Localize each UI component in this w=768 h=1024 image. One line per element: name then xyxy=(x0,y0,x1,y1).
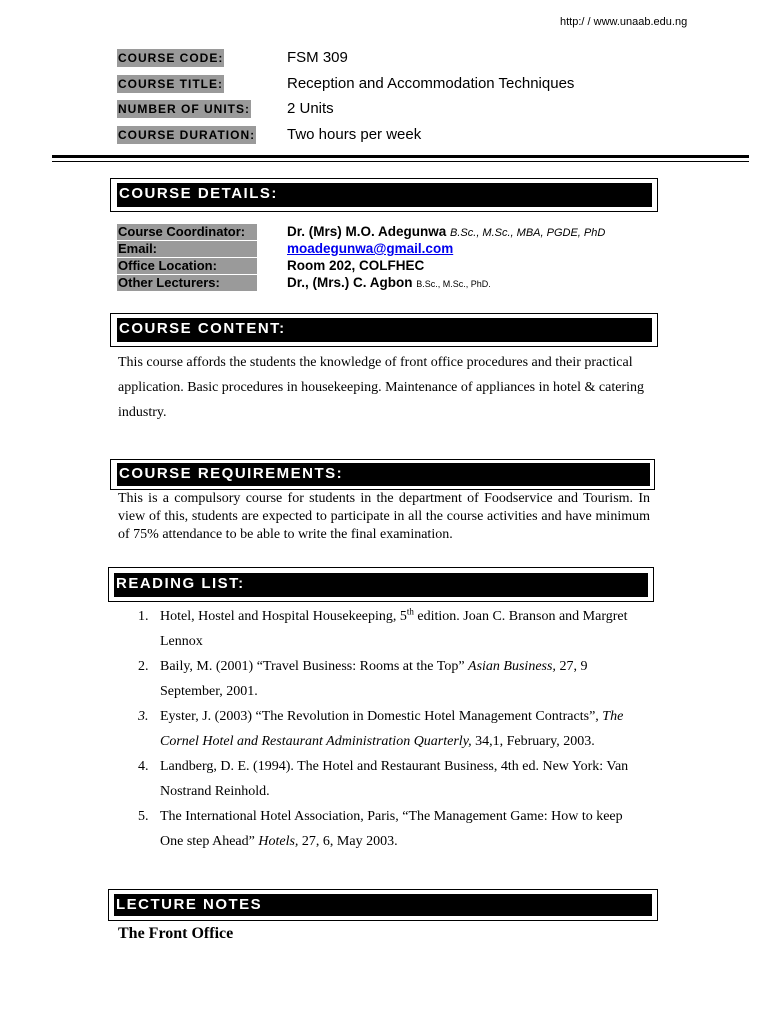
list-item-text-tail: edition. Joan C. Branson and Margret Lennox xyxy=(160,609,628,649)
duration-value: Two hours per week xyxy=(287,126,422,143)
lecturers-label: Other Lecturers: xyxy=(117,275,257,291)
reading-list-heading: READING LIST: xyxy=(114,573,648,597)
email-link[interactable]: moadegunwa@gmail.com xyxy=(287,241,454,256)
list-item-text: Landberg, D. E. (1994). The Hotel and Restaurant Business, 4th ed. New York: Van Nostrand Reinhold. xyxy=(160,759,629,799)
course-requirements-heading: COURSE REQUIREMENTS: xyxy=(117,463,650,486)
course-details-heading: COURSE DETAILS: xyxy=(117,183,652,207)
list-item-superscript: th xyxy=(406,606,414,617)
course-requirements-text: This is a compulsory course for students in the department of Foodservice and Tourism. In view of this, students are expected to participate in all the course activities and have minimum of 75% attendance to be able to write the final examination. xyxy=(118,491,650,542)
list-item-text-tail: 27, 9 September, 2001. xyxy=(160,659,588,699)
coordinator-name: Dr. (Mrs) M.O. Adegunwa xyxy=(287,224,447,239)
list-item xyxy=(118,704,648,754)
email-label: Email: xyxy=(117,241,257,257)
office-value: Room 202, COLFHEC xyxy=(287,258,425,273)
section-subheading: The Front Office xyxy=(118,925,234,942)
list-item-journal: Hotels, xyxy=(258,834,299,849)
list-item xyxy=(118,604,648,654)
course-content-heading: COURSE CONTENT: xyxy=(117,318,652,342)
list-item xyxy=(118,654,648,704)
lecturer-name: Dr., (Mrs.) C. Agbon xyxy=(287,275,413,290)
coordinator-label: Course Coordinator: xyxy=(117,224,257,240)
list-item-text-tail: 34,1, February, 2003. xyxy=(471,734,595,749)
list-item xyxy=(118,754,648,804)
units-label: NUMBER OF UNITS: xyxy=(118,102,250,116)
website-url: http:/ / www.unaab.edu.ng xyxy=(560,16,688,28)
list-item-number: 1. xyxy=(138,609,149,624)
list-item-number: 4. xyxy=(138,759,149,774)
list-item-text: Hotel, Hostel and Hospital Housekeeping, 5 xyxy=(160,609,407,624)
list-item-number: 5. xyxy=(138,809,149,824)
lecture-notes-heading: LECTURE NOTES xyxy=(114,894,652,916)
list-item-number: 2. xyxy=(138,659,149,674)
list-item-journal: Asian Business, xyxy=(468,659,556,674)
lecturers-value xyxy=(287,275,491,292)
list-item-number: 3. xyxy=(138,709,149,724)
list-item-text: The International Hotel Association, Paris, “The Management Game: How to keep One step Ahead” xyxy=(160,809,623,849)
list-item-text-tail: 27, 6, May 2003. xyxy=(298,834,398,849)
divider-thin xyxy=(52,161,749,162)
course-title: Reception and Accommodation Techniques xyxy=(287,75,575,92)
list-item-text: Baily, M. (2001) “Travel Business: Rooms at the Top” xyxy=(160,659,469,674)
list-item-text: Eyster, J. (2003) “The Revolution in Domestic Hotel Management Contracts”, xyxy=(160,709,603,724)
course-title-label: COURSE TITLE: xyxy=(118,77,223,91)
duration-label: COURSE DURATION: xyxy=(118,128,256,142)
units-value: 2 Units xyxy=(287,100,334,117)
course-content-text: This course affords the students the knowledge of front office procedures and their practical application. Basic procedures in housekeeping. Maintenance of appliances in hotel & catering industry. xyxy=(118,355,644,420)
reading-list xyxy=(118,604,648,854)
office-label: Office Location: xyxy=(117,258,257,274)
divider-thick xyxy=(52,155,749,158)
coordinator-quals: B.Sc., M.Sc., MBA, PGDE, PhD xyxy=(450,227,606,239)
list-item xyxy=(118,804,648,854)
course-code-label: COURSE CODE: xyxy=(118,51,224,65)
lecturer-quals: B.Sc., M.Sc., PhD. xyxy=(416,279,491,289)
course-code: FSM 309 xyxy=(287,49,348,66)
coordinator-value xyxy=(287,224,605,241)
list-item-journal: The Cornel Hotel and Restaurant Administration Quarterly, xyxy=(160,709,624,749)
